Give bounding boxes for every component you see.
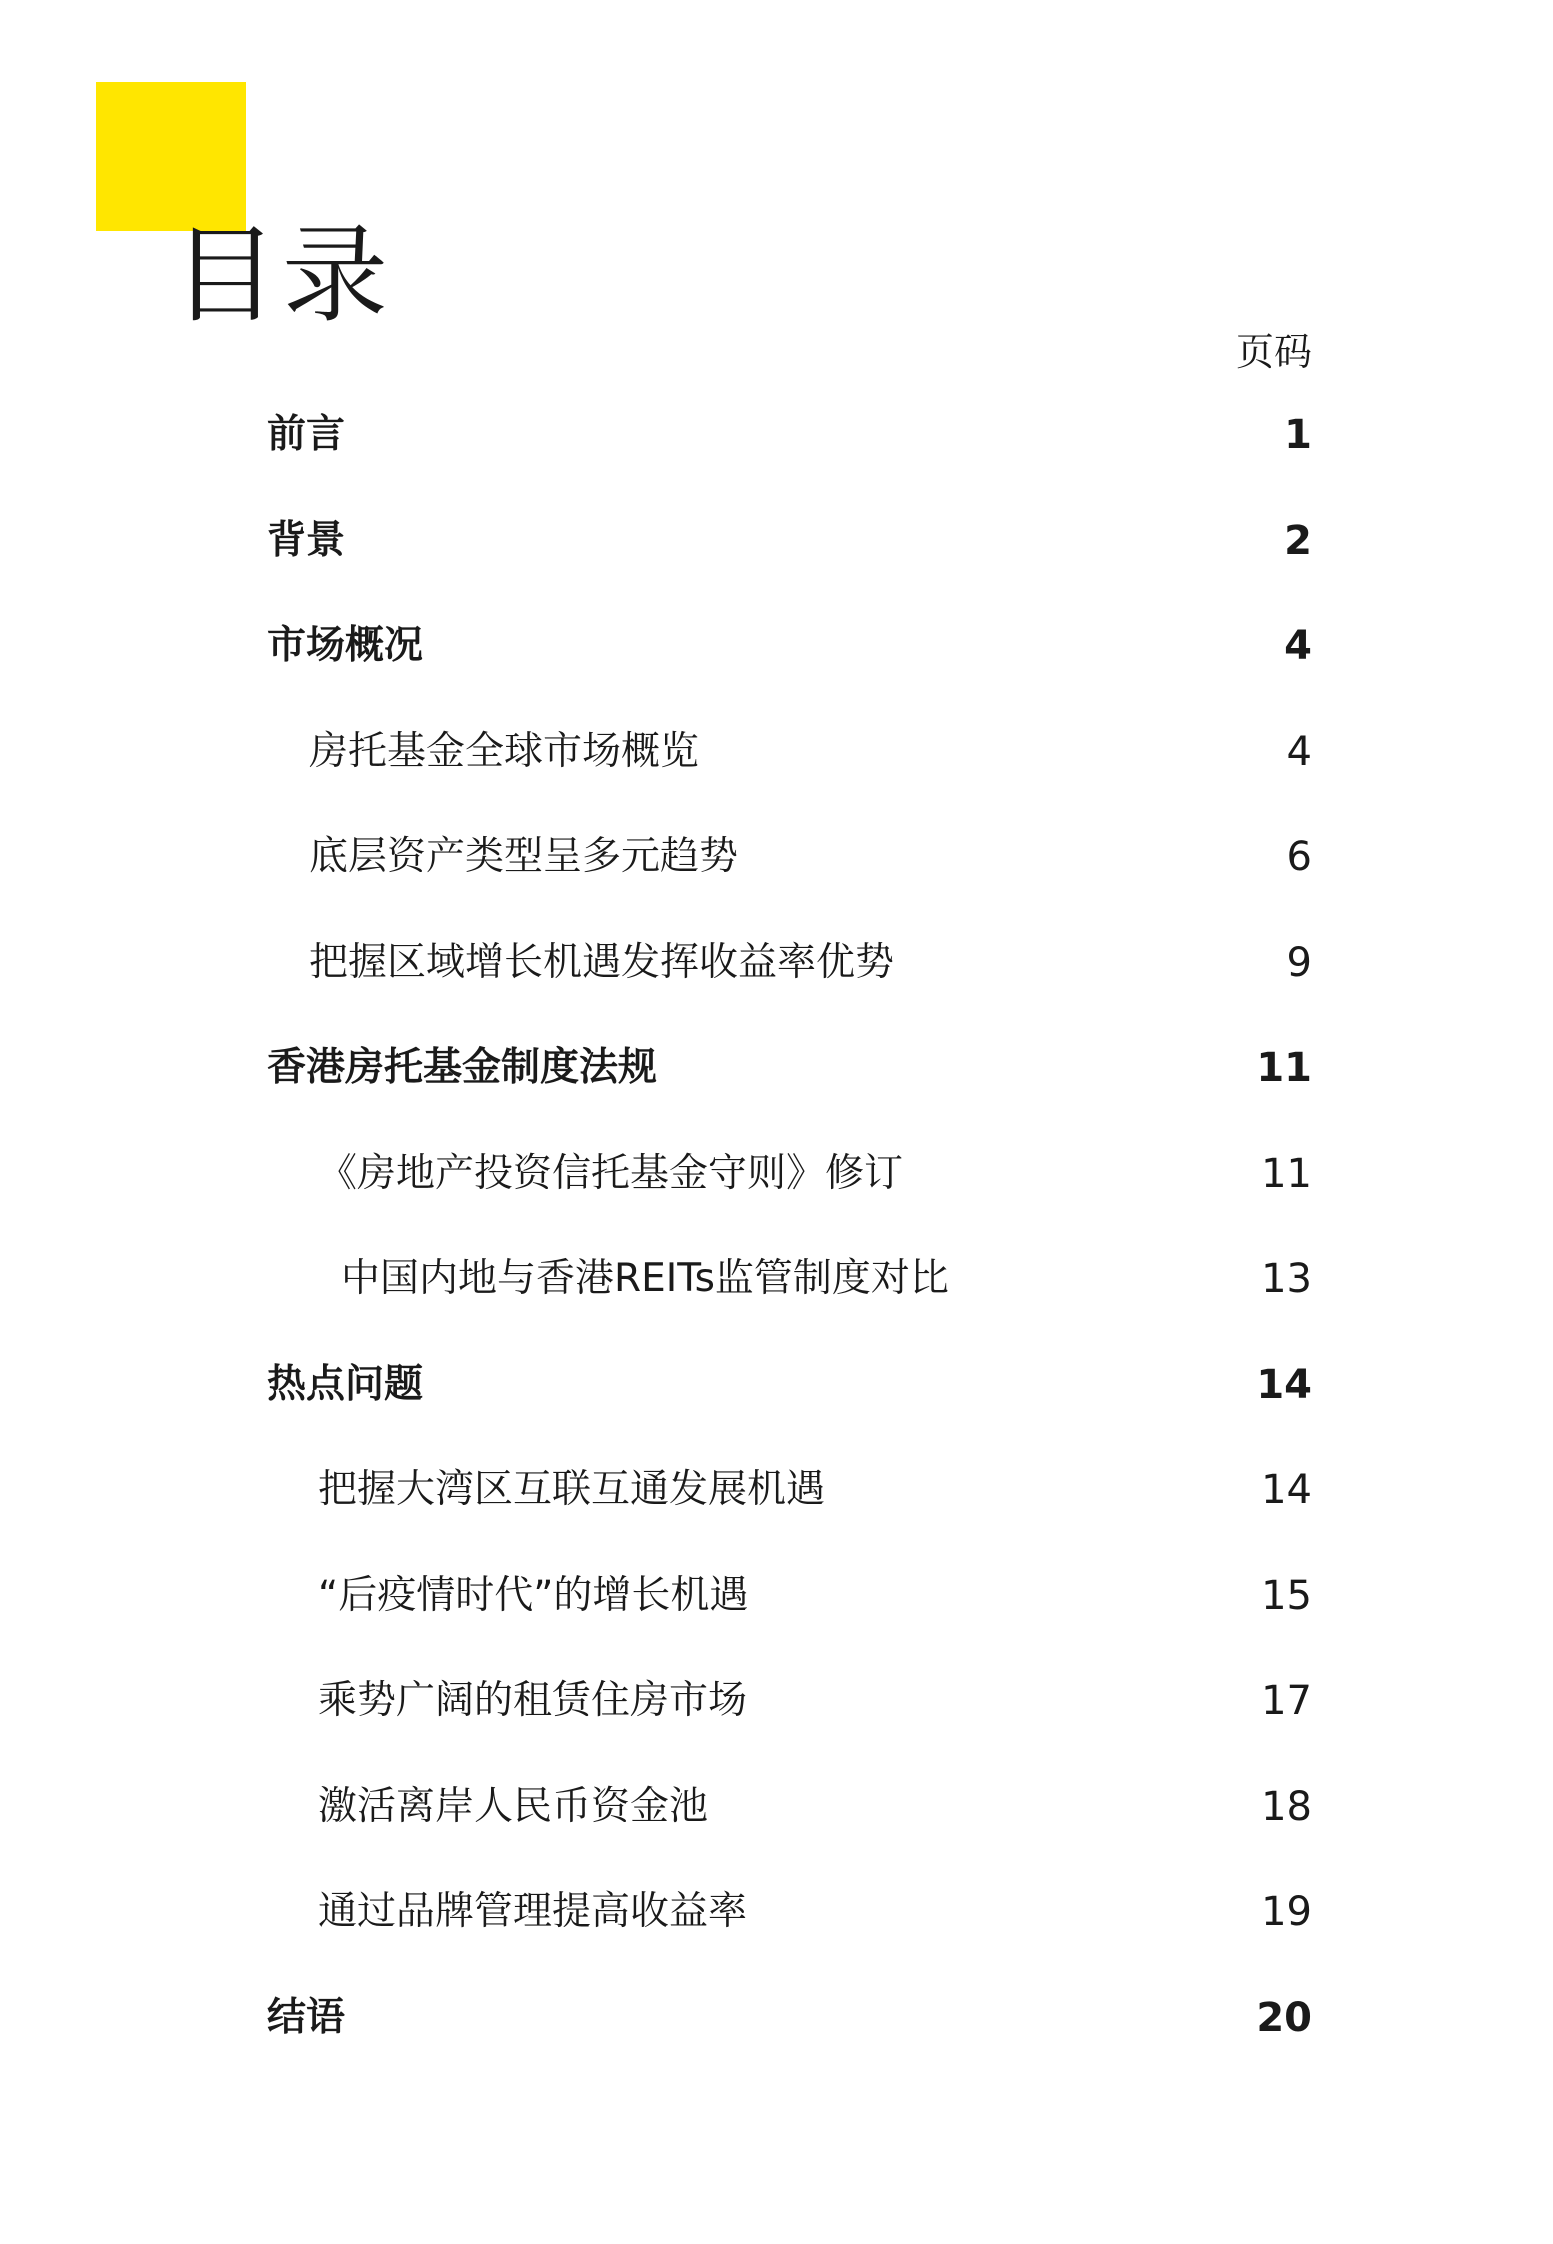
toc-entry-greater-bay-area[interactable] — [0, 1455, 1553, 1525]
toc-entry-title: 中国内地与香港REITs监管制度对比 — [341, 1256, 949, 1301]
toc-entry-brand-management[interactable] — [0, 1877, 1553, 1947]
toc-entry-regional-growth[interactable] — [0, 928, 1553, 998]
page-title: 目录 — [172, 214, 392, 338]
toc-entry-preface[interactable] — [0, 400, 1553, 470]
toc-entry-page: 4 — [1284, 623, 1312, 669]
toc-entry-page: 13 — [1261, 1256, 1312, 1302]
toc-entry-title: 前言 — [267, 412, 346, 457]
toc-entry-title: “后疫情时代”的增长机遇 — [318, 1573, 749, 1618]
toc-entry-page: 14 — [1261, 1467, 1312, 1513]
page-column-label: 页码 — [1235, 330, 1312, 374]
toc-entry-page: 20 — [1256, 1995, 1312, 2041]
toc-entry-page: 4 — [1286, 729, 1312, 775]
toc-entry-title: 房托基金全球市场概览 — [309, 729, 700, 774]
toc-entry-title: 《房地产投资信托基金守则》修订 — [318, 1151, 904, 1196]
toc-entry-reits-comparison[interactable] — [0, 1244, 1553, 1314]
toc-entry-hk-regulation[interactable] — [0, 1033, 1553, 1103]
toc-entry-page: 6 — [1286, 834, 1312, 880]
toc-entry-title: 热点问题 — [267, 1362, 424, 1407]
toc-entry-title: 乘势广阔的租赁住房市场 — [318, 1678, 748, 1723]
toc-entry-code-revision[interactable] — [0, 1139, 1553, 1209]
toc-entry-title: 把握大湾区互联互通发展机遇 — [318, 1467, 826, 1512]
toc-entry-market-overview[interactable] — [0, 611, 1553, 681]
toc-entry-offshore-rmb[interactable] — [0, 1772, 1553, 1842]
toc-entry-global-market[interactable] — [0, 717, 1553, 787]
toc-entry-page: 2 — [1284, 518, 1312, 564]
toc-entry-title: 香港房托基金制度法规 — [267, 1045, 658, 1090]
toc-entry-title: 通过品牌管理提高收益率 — [318, 1889, 748, 1934]
toc-entry-conclusion[interactable] — [0, 1983, 1553, 2053]
toc-entry-hot-topics[interactable] — [0, 1350, 1553, 1420]
toc-entry-asset-types[interactable] — [0, 822, 1553, 892]
toc-entry-title: 把握区域增长机遇发挥收益率优势 — [309, 940, 895, 985]
toc-entry-title: 背景 — [267, 518, 346, 563]
toc-entry-title: 底层资产类型呈多元趋势 — [309, 834, 739, 879]
toc-entry-page: 17 — [1261, 1678, 1312, 1724]
toc-entry-background[interactable] — [0, 506, 1553, 576]
toc-entry-page: 15 — [1261, 1573, 1312, 1619]
toc-entry-page: 11 — [1261, 1151, 1312, 1197]
toc-entry-page: 14 — [1256, 1362, 1312, 1408]
toc-entry-page: 18 — [1261, 1784, 1312, 1830]
toc-entry-rental-housing[interactable] — [0, 1666, 1553, 1736]
toc-entry-title: 结语 — [267, 1995, 346, 2040]
toc-entry-page: 19 — [1261, 1889, 1312, 1935]
toc-entry-page: 11 — [1256, 1045, 1312, 1091]
toc-entry-page: 9 — [1286, 940, 1312, 986]
toc-entry-page: 1 — [1284, 412, 1312, 458]
toc-entry-title: 激活离岸人民币资金池 — [318, 1784, 709, 1829]
toc-entry-title: 市场概况 — [267, 623, 424, 668]
toc-entry-post-pandemic[interactable] — [0, 1561, 1553, 1631]
accent-block — [96, 82, 246, 231]
